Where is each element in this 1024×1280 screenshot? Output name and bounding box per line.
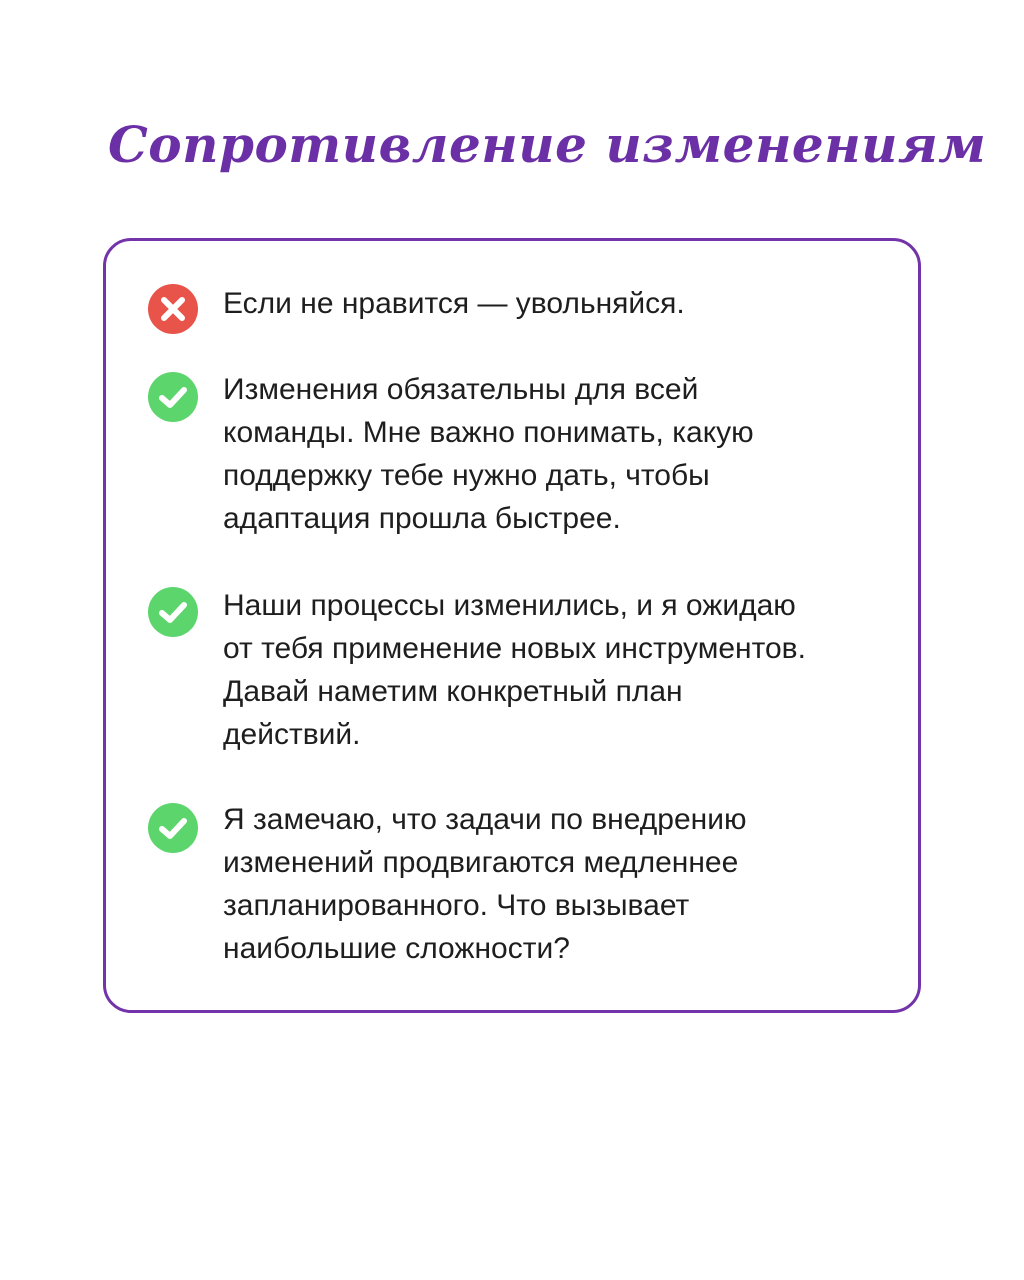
comparison-card [103,238,921,1013]
list-item-text: Изменения обязательны для всей команды. Мне важно понимать, какую поддержку тебе нужно дать, чтобы адаптация прошла быстрее. [223,373,754,535]
check-icon [148,372,198,422]
cross-icon [148,284,198,334]
list-item-text: Наши процессы изменились, и я ожидаю от тебя применение новых инструментов. Давай наметим конкретный план действий. [223,589,806,751]
list-item-text: Я замечаю, что задачи по внедрению изменений продвигаются медленнее запланированного. Что вызывает наибольшие сложности? [223,803,747,965]
check-icon [148,803,198,853]
page-title: Сопротивление изменениям [108,115,987,174]
list-item-text: Если не нравится — увольняйся. [223,287,685,320]
check-icon [148,587,198,637]
